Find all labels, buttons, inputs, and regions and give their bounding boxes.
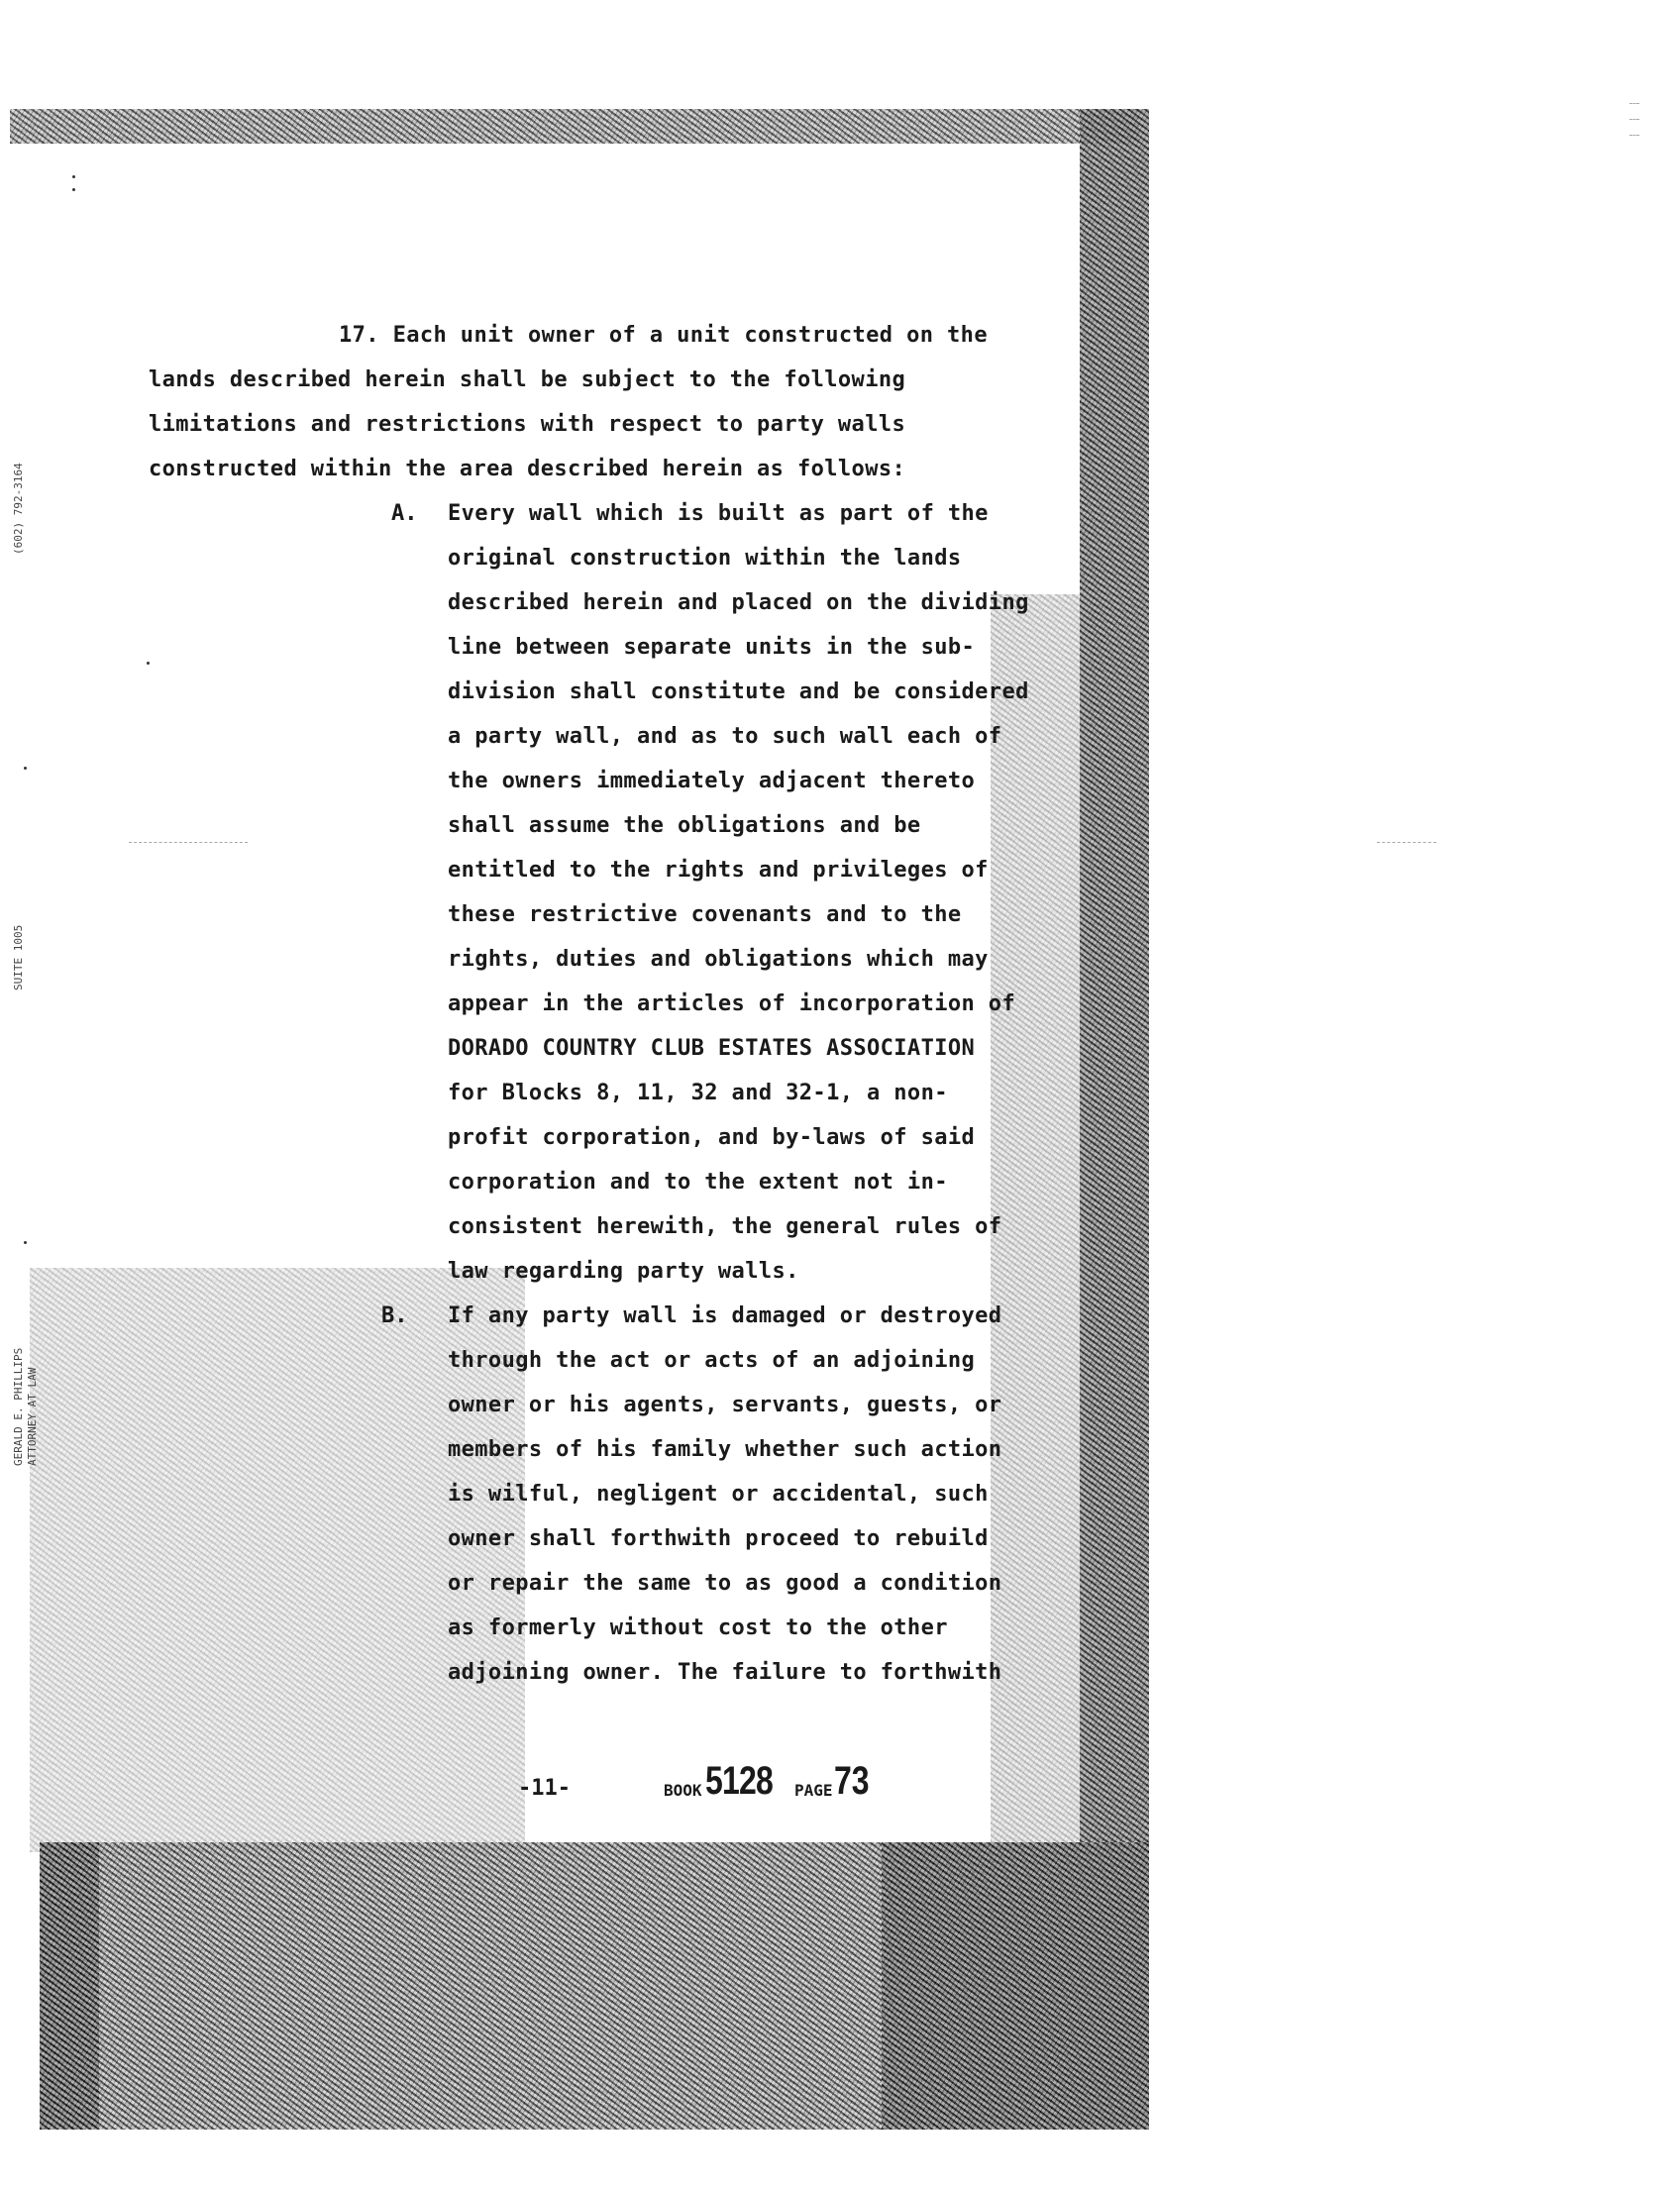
item-a-line: these restrictive covenants and to the [448, 902, 962, 927]
item-a-line: original construction within the lands [448, 546, 962, 571]
scan-noise-right [1080, 109, 1149, 1872]
scan-dark-bottom-right [882, 1842, 1149, 2130]
margin-attorney-title: ATTORNEY AT LAW [26, 1367, 39, 1466]
item-a-line: a party wall, and as to such wall each of [448, 724, 1002, 749]
item-a-line: entitled to the rights and privileges of [448, 858, 989, 883]
margin-attorney-name: GERALD E. PHILLIPS [12, 1347, 25, 1466]
book-label: BOOK [664, 1781, 702, 1800]
item-a-line: DORADO COUNTRY CLUB ESTATES ASSOCIATION [448, 1036, 976, 1061]
item-a-line: profit corporation, and by-laws of said [448, 1125, 976, 1150]
scan-line [1629, 119, 1639, 121]
margin-suite: SUITE 1005 [12, 924, 25, 990]
item-b-line: is wilful, negligent or accidental, such [448, 1482, 989, 1507]
paragraph-line: lands described herein shall be subject to the following [149, 367, 906, 392]
scan-line [1629, 135, 1639, 137]
item-a-line: for Blocks 8, 11, 32 and 32-1, a non- [448, 1081, 948, 1105]
item-a-line: consistent herewith, the general rules of [448, 1214, 1002, 1239]
item-a-line: shall assume the obligations and be [448, 813, 921, 838]
item-b-label: B. [381, 1303, 408, 1328]
book-number: 5128 [705, 1759, 773, 1803]
scan-speckle-right [991, 594, 1090, 1842]
speck [24, 1241, 27, 1244]
item-b-line: owner shall forthwith proceed to rebuild [448, 1526, 989, 1551]
item-b-line: as formerly without cost to the other [448, 1615, 948, 1640]
item-a-line: the owners immediately adjacent thereto [448, 769, 976, 793]
page-number: -11- [518, 1776, 571, 1801]
item-a-line: Every wall which is built as part of the [448, 501, 989, 526]
item-a-line: rights, duties and obligations which may [448, 947, 989, 972]
scan-noise-top [10, 109, 1139, 144]
item-b-line: owner or his agents, servants, guests, or [448, 1393, 1002, 1417]
item-a-line: line between separate units in the sub- [448, 635, 976, 660]
item-b-line: members of his family whether such action [448, 1437, 1002, 1462]
speck [147, 662, 150, 665]
scan-dark-bottom-left [40, 1842, 99, 2130]
speck [72, 188, 75, 191]
scan-line [1629, 103, 1639, 105]
margin-phone: (602) 792-3164 [12, 463, 25, 555]
scan-line [129, 842, 248, 844]
item-a-label: A. [391, 501, 418, 526]
item-a-line: corporation and to the extent not in- [448, 1170, 948, 1195]
paragraph-line: constructed within the area described herein as follows: [149, 457, 906, 481]
speck [72, 175, 75, 178]
paragraph-line: limitations and restrictions with respect to party walls [149, 412, 906, 437]
item-b-line: through the act or acts of an adjoining [448, 1348, 976, 1373]
scan-line [1377, 842, 1436, 844]
item-a-line: described herein and placed on the dividing [448, 590, 1029, 615]
item-a-line: appear in the articles of incorporation of [448, 991, 1016, 1016]
item-b-line: or repair the same to as good a condition [448, 1571, 1002, 1596]
item-a-line: law regarding party walls. [448, 1259, 799, 1284]
item-b-line: If any party wall is damaged or destroyed [448, 1303, 1002, 1328]
speck [24, 767, 27, 770]
page-reference: 73 [834, 1759, 870, 1803]
page-label: PAGE [794, 1781, 833, 1800]
item-a-line: division shall constitute and be considered [448, 679, 1029, 704]
item-b-line: adjoining owner. The failure to forthwith [448, 1660, 1002, 1685]
paragraph-line: 17. Each unit owner of a unit constructed on the [339, 323, 988, 348]
